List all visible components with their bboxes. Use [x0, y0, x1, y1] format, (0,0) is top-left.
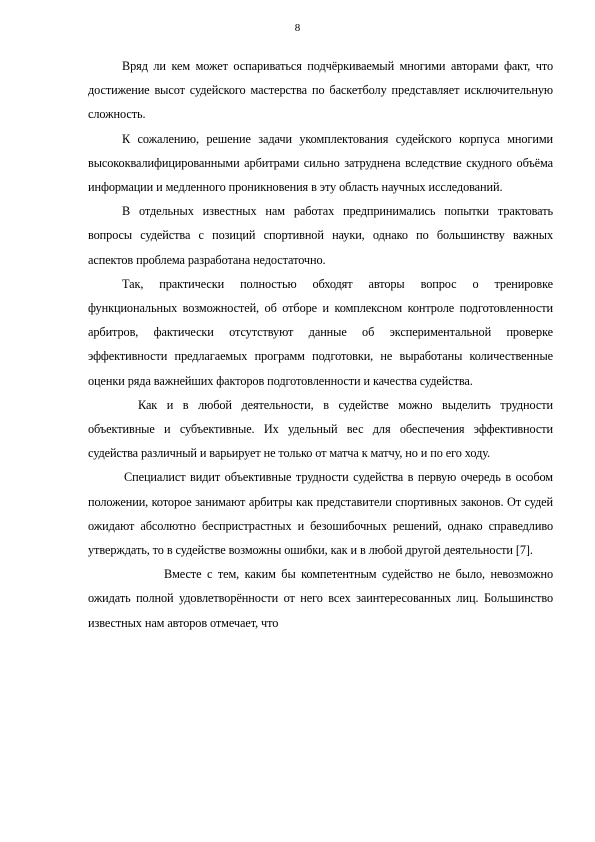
- body-text: [88, 54, 553, 635]
- paragraph-5: Как и в любой деятельности, в судействе можно выделить трудности объективные и субъективные. Их удельный вес для обеспечения эффективности судейства различный и варьирует не только от матча к матчу, но и по его ходу.: [88, 397, 553, 461]
- paragraph-3: В отдельных известных нам работах предпринимались попытки трактовать вопросы судейства с позиций спортивной науки, однако по большинству важных аспектов проблема разработана недостаточно.: [88, 204, 553, 267]
- paragraph-7: Вместе с тем, каким бы компетентным судейство не было, невозможно ожидать полной удовлетворённости от него всех заинтересованных лиц. Большинство известных нам авторов отмечает, что: [88, 567, 553, 630]
- paragraph-2: К сожалению, решение задачи укомплектования судейского корпуса многими высококвалифицированными арбитрами сильно затруднена вследствие скудного объёма информации и медленного проникновения в эту область научных исследований.: [88, 131, 553, 195]
- paragraph-4: Так, практически полностью обходят авторы вопрос о тренировке функциональных возможностей, об отборе и комплексном контроле подготовленности арбитров, фактически отсутствуют данные об экспериментальной проверке эффективности предлагаемых программ подготовки, не выработаны количественные оценки ряда важнейших факторов подготовленности и качества судейства.: [88, 276, 553, 388]
- page-number: 8: [294, 22, 301, 34]
- paragraph-6: Специалист видит объективные трудности судейства в первую очередь в особом положении, которое занимают арбитры как представители спортивных законов. От судей ожидают абсолютно беспристрастных и безошибочных решений, однако справедливо утверждать, то в судействе возможны ошибки, как и в любой другой деятельности [7].: [88, 470, 553, 558]
- paragraph-1: Вряд ли кем может оспариваться подчёркиваемый многими авторами факт, что достижение высот судейского мастерства по баскетболу представляет исключительную сложность.: [88, 59, 553, 122]
